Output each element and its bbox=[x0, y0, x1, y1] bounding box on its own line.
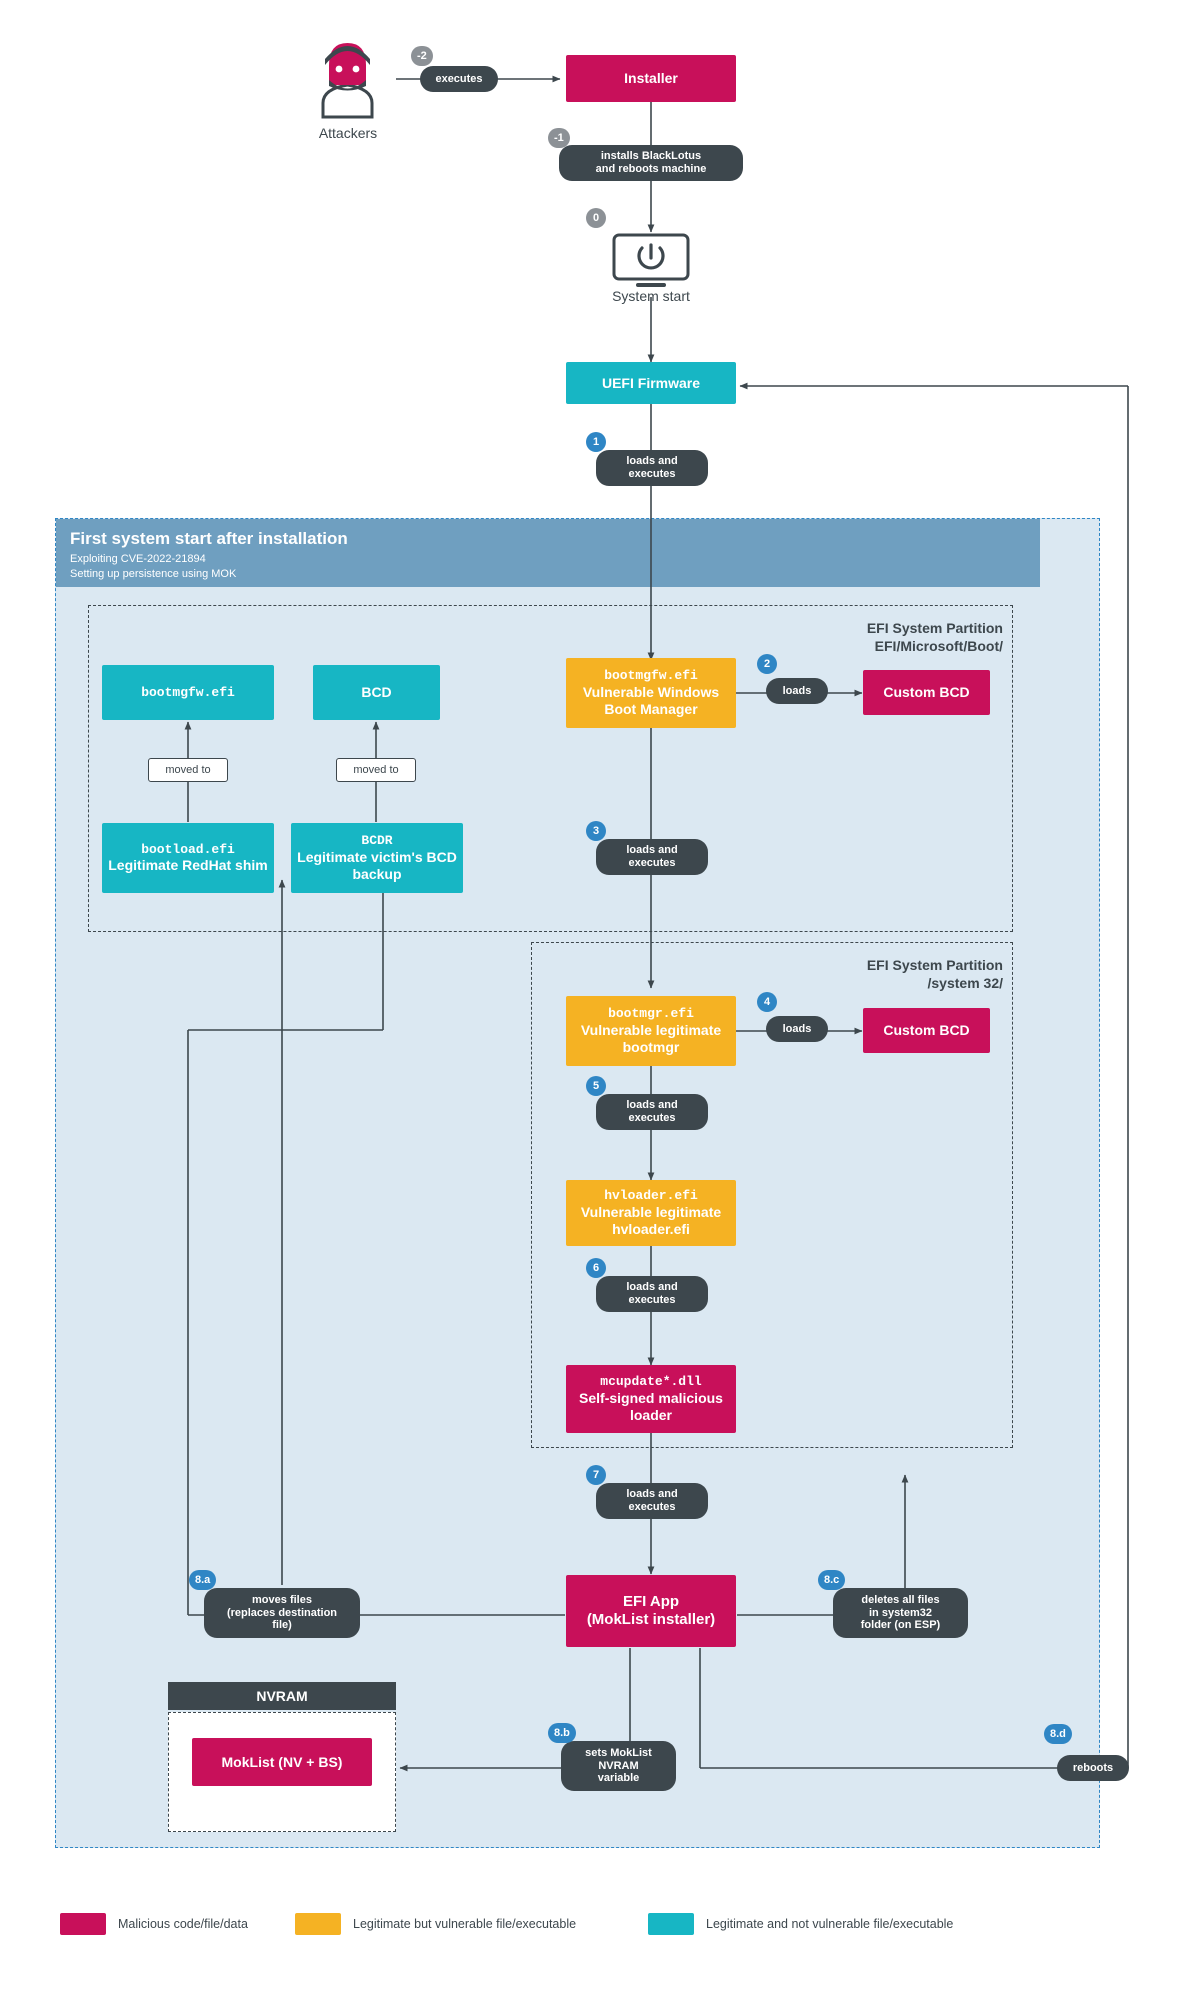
edge-label-8b-line2: NVRAM bbox=[598, 1759, 639, 1772]
edge-label-8c-line2: in system32 bbox=[869, 1606, 932, 1619]
edge-label-deletes-files bbox=[833, 1588, 968, 1638]
legend-text-vulnerable: Legitimate but vulnerable file/executable bbox=[353, 1917, 577, 1931]
step-badge-8a: 8.a bbox=[189, 1570, 216, 1590]
node-custom-bcd-1 bbox=[863, 670, 990, 715]
node-efi-app-line1: EFI App bbox=[622, 1593, 680, 1610]
edge-label-installs-line2: and reboots machine bbox=[595, 163, 707, 175]
node-vulnerable-bootmgfw-sub: Vulnerable Windows Boot Manager bbox=[582, 684, 720, 717]
legend bbox=[0, 1905, 1199, 1945]
step-badge--2: -2 bbox=[411, 46, 433, 66]
node-hvloader-sub: Vulnerable legitimate hvloader.efi bbox=[580, 1204, 722, 1237]
node-bcdr-backup-sub: Legitimate victim's BCD backup bbox=[297, 849, 457, 882]
node-custom-bcd-2 bbox=[863, 1008, 990, 1053]
nvram-title-label: NVRAM bbox=[256, 1688, 308, 1704]
edge-label-3-line1: loads and bbox=[626, 844, 678, 857]
step-badge-8b: 8.b bbox=[548, 1723, 576, 1743]
power-icon bbox=[610, 232, 692, 290]
node-bootmgfw-moved-label: bootmgfw.efi bbox=[141, 684, 235, 700]
node-bcdr-backup bbox=[291, 823, 463, 893]
step-badge-7: 7 bbox=[586, 1465, 606, 1485]
edge-label-loads-executes-1 bbox=[596, 450, 708, 486]
edge-label-8a-line2: (replaces destination bbox=[226, 1606, 338, 1619]
node-vulnerable-bootmgfw bbox=[566, 658, 736, 728]
node-hvloader-mono: hvloader.efi bbox=[604, 1188, 698, 1204]
edge-label-7-line2: executes bbox=[628, 1501, 676, 1513]
step-badge-3: 3 bbox=[586, 821, 606, 841]
node-custom-bcd-1-label: Custom BCD bbox=[883, 684, 970, 701]
edge-label-8c-line1: deletes all files bbox=[861, 1594, 940, 1607]
edge-label-8b-line3: variable bbox=[597, 1772, 640, 1785]
node-bootload-shim-mono: bootload.efi bbox=[141, 841, 235, 857]
legend-text-malicious: Malicious code/file/data bbox=[118, 1917, 248, 1931]
group-title: First system start after installation bbox=[70, 529, 348, 548]
node-efi-app bbox=[566, 1575, 736, 1647]
edge-label-1-line1: loads and bbox=[626, 455, 678, 468]
node-hvloader bbox=[566, 1180, 736, 1246]
node-vulnerable-bootmgr-mono: bootmgr.efi bbox=[608, 1006, 694, 1022]
nvram-title bbox=[168, 1682, 396, 1710]
node-bcdr-backup-mono: BCDR bbox=[361, 833, 393, 849]
legend-item-1 bbox=[295, 1913, 576, 1935]
node-bootload-shim bbox=[102, 823, 274, 893]
step-badge-8d: 8.d bbox=[1044, 1724, 1072, 1744]
edge-label-8c-line3: folder (on ESP) bbox=[860, 1619, 941, 1632]
edge-label-loads-4: loads bbox=[766, 1016, 828, 1042]
edge-label-6-line2: executes bbox=[628, 1294, 676, 1306]
legend-swatch-safe bbox=[648, 1913, 694, 1935]
legend-text-safe: Legitimate and not vulnerable file/executable bbox=[706, 1917, 954, 1931]
edge-label-moved-to-1: moved to bbox=[148, 758, 228, 782]
step-badge--1: -1 bbox=[548, 128, 570, 148]
edge-label-installs bbox=[559, 145, 743, 181]
edge-label-loads-executes-7 bbox=[596, 1483, 708, 1519]
node-mcupdate-loader-sub: Self-signed malicious loader bbox=[579, 1390, 723, 1423]
edge-label-1-line2: executes bbox=[628, 468, 676, 480]
edge-label-moves-files bbox=[204, 1588, 360, 1638]
node-vulnerable-bootmgr bbox=[566, 996, 736, 1066]
node-bcd-moved bbox=[313, 665, 440, 720]
edge-label-sets-moklist bbox=[561, 1741, 676, 1791]
step-badge-1: 1 bbox=[586, 432, 606, 452]
attackers-label: Attackers bbox=[318, 125, 378, 141]
legend-swatch-vulnerable bbox=[295, 1913, 341, 1935]
group-subtitle-line2: Setting up persistence using MOK bbox=[70, 567, 237, 580]
step-badge-6: 6 bbox=[586, 1258, 606, 1278]
legend-item-0 bbox=[60, 1913, 248, 1935]
node-vulnerable-bootmgr-sub: Vulnerable legitimate bootmgr bbox=[580, 1022, 722, 1055]
step-badge-2: 2 bbox=[757, 654, 777, 674]
node-bcd-moved-label: BCD bbox=[361, 684, 392, 701]
node-moklist-label: MokList (NV + BS) bbox=[221, 1753, 343, 1770]
node-bootload-shim-sub: Legitimate RedHat shim bbox=[108, 857, 268, 874]
node-uefi-firmware bbox=[566, 362, 736, 404]
step-badge-5: 5 bbox=[586, 1076, 606, 1096]
edge-label-loads-executes-6 bbox=[596, 1276, 708, 1312]
group-subtitle-line1: Exploiting CVE-2022-21894 bbox=[70, 553, 206, 565]
edge-label-8b-line1: sets MokList bbox=[585, 1747, 652, 1760]
node-custom-bcd-2-label: Custom BCD bbox=[883, 1022, 970, 1039]
edge-label-7-line1: loads and bbox=[626, 1488, 678, 1501]
esp-boot-line1: EFI System Partition bbox=[866, 620, 1003, 636]
edge-label-loads-2: loads bbox=[766, 678, 828, 704]
node-efi-app-line2: (MokList installer) bbox=[586, 1611, 716, 1628]
edge-label-executes: executes bbox=[420, 66, 498, 92]
edge-label-5-line1: loads and bbox=[626, 1099, 678, 1112]
esp-boot-line2: EFI/Microsoft/Boot/ bbox=[874, 637, 1003, 654]
edge-label-6-line1: loads and bbox=[626, 1281, 678, 1294]
system-start-label: System start bbox=[612, 288, 690, 304]
step-badge-0: 0 bbox=[586, 208, 606, 228]
edge-label-reboots: reboots bbox=[1057, 1755, 1129, 1781]
legend-item-2 bbox=[648, 1913, 953, 1935]
edge-label-3-line2: executes bbox=[628, 857, 676, 869]
node-installer-label: Installer bbox=[624, 70, 678, 87]
node-moklist bbox=[192, 1738, 372, 1786]
node-vulnerable-bootmgfw-mono: bootmgfw.efi bbox=[604, 668, 698, 684]
node-uefi-firmware-label: UEFI Firmware bbox=[601, 374, 701, 391]
edge-label-loads-executes-3 bbox=[596, 839, 708, 875]
node-mcupdate-loader bbox=[566, 1365, 736, 1433]
step-badge-4: 4 bbox=[757, 992, 777, 1012]
edge-label-installs-line1: installs BlackLotus bbox=[600, 150, 702, 163]
attacker-icon bbox=[305, 35, 390, 120]
node-bootmgfw-moved bbox=[102, 665, 274, 720]
node-mcupdate-loader-mono: mcupdate*.dll bbox=[600, 1374, 702, 1390]
legend-swatch-malicious bbox=[60, 1913, 106, 1935]
esp-system32-line2: /system 32/ bbox=[927, 974, 1003, 991]
edge-label-moved-to-2: moved to bbox=[336, 758, 416, 782]
edge-label-8a-line1: moves files bbox=[252, 1594, 312, 1607]
edge-label-loads-executes-5 bbox=[596, 1094, 708, 1130]
node-installer bbox=[566, 55, 736, 102]
esp-system32-line1: EFI System Partition bbox=[866, 957, 1003, 973]
edge-label-5-line2: executes bbox=[628, 1112, 676, 1124]
edge-label-8a-line3: file) bbox=[272, 1619, 292, 1632]
step-badge-8c: 8.c bbox=[818, 1570, 845, 1590]
